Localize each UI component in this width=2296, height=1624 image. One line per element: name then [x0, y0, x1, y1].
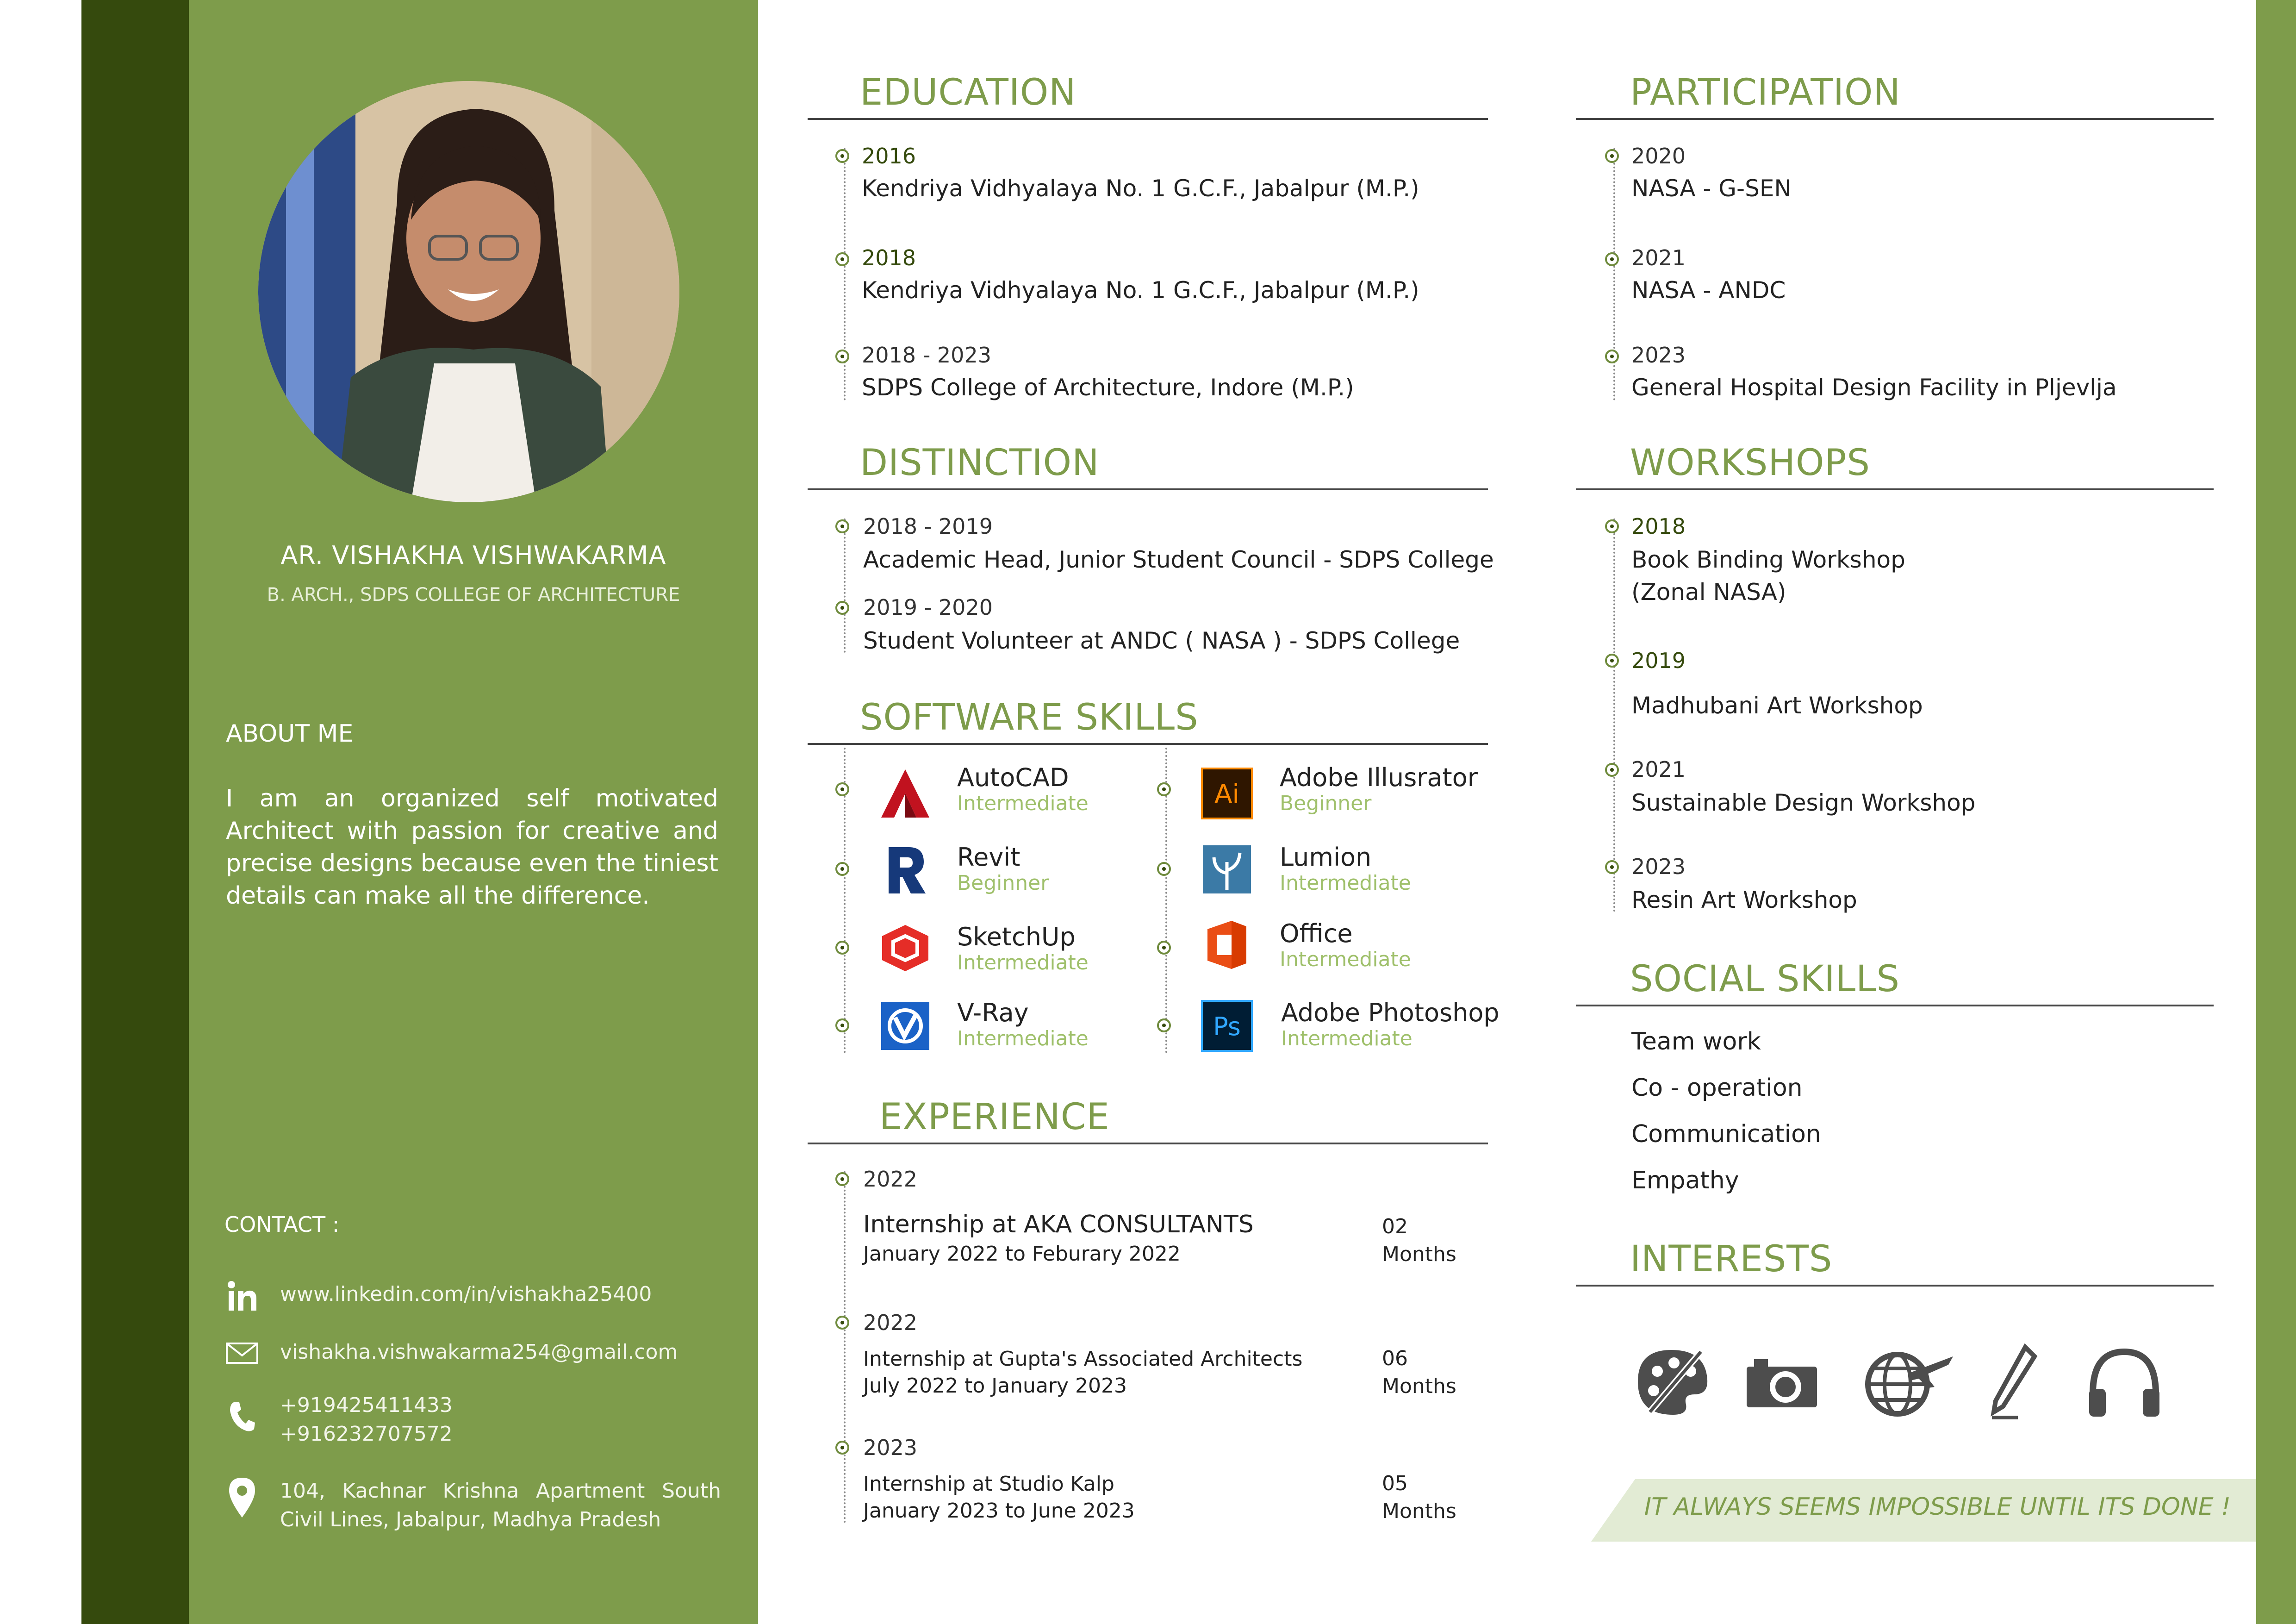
timeline-dot [835, 782, 849, 796]
office-icon [1201, 919, 1253, 971]
education-school: SDPS College of Architecture, Indore (M.P.) [862, 374, 1354, 401]
experience-dates: January 2023 to June 2023 [863, 1499, 1135, 1523]
timeline-dot [835, 1172, 849, 1186]
timeline-dot [1157, 1018, 1171, 1032]
location-pin-icon [226, 1477, 258, 1526]
contact-phone[interactable] [226, 1391, 721, 1451]
software-name: Office [1280, 919, 1353, 948]
participation-title: PARTICIPATION [1630, 72, 1901, 113]
phone-number-1[interactable]: +919425411433 [280, 1393, 453, 1417]
vray-icon [879, 1000, 931, 1052]
software-level: Intermediate [957, 951, 1089, 974]
contact-email[interactable] [226, 1338, 721, 1368]
timeline-dot [1157, 941, 1171, 955]
workshop-text: Madhubani Art Workshop [1631, 692, 1923, 719]
experience-year: 2022 [863, 1310, 918, 1335]
software-level: Intermediate [1280, 871, 1411, 895]
timeline-dot [835, 149, 849, 163]
sidebar-dark-strip [81, 0, 189, 1624]
profile-degree: B. ARCH., SDPS COLLEGE OF ARCHITECTURE [267, 584, 680, 606]
timeline-dot [835, 862, 849, 876]
participation-text: NASA - ANDC [1631, 277, 1786, 304]
timeline-dot [835, 601, 849, 615]
svg-text:Ai: Ai [1214, 779, 1239, 809]
software-level: Intermediate [1281, 1027, 1412, 1050]
social-skill: Team work [1631, 1028, 1761, 1056]
headphones-icon [2083, 1343, 2166, 1421]
experience-position: Internship at AKA CONSULTANTS [863, 1211, 1254, 1238]
quote-text: IT ALWAYS SEEMS IMPOSSIBLE UNTIL ITS DONE ! [1644, 1493, 2231, 1521]
education-school: Kendriya Vidhyalaya No. 1 G.C.F., Jabalpur (M.P.) [862, 175, 1419, 202]
workshop-year: 2019 [1631, 648, 1686, 673]
right-edge-strip [2256, 0, 2296, 1624]
experience-dates: July 2022 to January 2023 [863, 1374, 1127, 1398]
software-name: SketchUp [957, 922, 1076, 951]
software-level: Beginner [1280, 792, 1372, 815]
education-year: 2018 [862, 245, 916, 270]
workshop-year: 2023 [1631, 854, 1686, 879]
workshop-text: Resin Art Workshop [1631, 887, 1857, 913]
workshops-timeline [1613, 518, 1615, 912]
photoshop-icon [1201, 1000, 1253, 1052]
experience-duration: 05 Months [1382, 1472, 1456, 1523]
camera-icon [1740, 1343, 1823, 1421]
about-text: I am an organized self motivated Architect with passion for creative and precise designs because even the tiniest details can make all the difference. [226, 785, 718, 910]
distinction-text: Student Volunteer at ANDC ( NASA ) - SDPS College [863, 627, 1460, 654]
svg-text:Ps: Ps [1213, 1012, 1241, 1041]
timeline-dot [1605, 252, 1619, 266]
distinction-year: 2019 - 2020 [863, 595, 993, 620]
experience-dates: January 2022 to Feburary 2022 [863, 1242, 1181, 1266]
workshop-year: 2021 [1631, 757, 1686, 782]
software-level: Intermediate [957, 792, 1089, 815]
travel-globe-icon [1856, 1343, 1939, 1421]
interests-title: INTERESTS [1630, 1238, 1833, 1280]
participation-text: NASA - G-SEN [1631, 175, 1792, 202]
timeline-dot [1157, 782, 1171, 796]
timeline-dot [835, 350, 849, 363]
linkedin-link[interactable]: www.linkedin.com/in/vishakha25400 [280, 1282, 652, 1306]
timeline-dot [1605, 519, 1619, 533]
workshops-divider [1576, 488, 2214, 490]
software-skills-title: SOFTWARE SKILLS [860, 697, 1199, 738]
profile-photo-image [258, 81, 679, 502]
software-name: V-Ray [957, 998, 1029, 1027]
timeline-dot [1605, 654, 1619, 668]
software-name: AutoCAD [957, 763, 1069, 792]
education-school: Kendriya Vidhyalaya No. 1 G.C.F., Jabalpur (M.P.) [862, 277, 1419, 304]
interests-divider [1576, 1285, 2214, 1287]
social-skill: Communication [1631, 1120, 1821, 1148]
workshop-text: Book Binding Workshop [1631, 546, 1905, 573]
linkedin-icon [226, 1280, 258, 1320]
social-skill: Empathy [1631, 1167, 1739, 1194]
distinction-title: DISTINCTION [860, 442, 1100, 484]
software-divider [808, 743, 1488, 745]
experience-divider [808, 1143, 1488, 1144]
timeline-dot [835, 941, 849, 955]
timeline-dot [835, 519, 849, 533]
experience-year: 2023 [863, 1435, 918, 1460]
envelope-icon [226, 1343, 258, 1372]
profile-name: AR. VISHAKHA VISHWAKARMA [280, 541, 666, 570]
sketchup-icon [879, 922, 931, 974]
lumion-icon [1201, 843, 1253, 895]
experience-position: Internship at Gupta's Associated Architects [863, 1347, 1303, 1371]
timeline-dot [835, 1018, 849, 1032]
experience-position: Internship at Studio Kalp [863, 1472, 1114, 1496]
software-level: Intermediate [1280, 948, 1411, 971]
software-name: Adobe Illusrator [1280, 763, 1478, 792]
timeline-dot [1605, 763, 1619, 777]
contact-title: CONTACT : [224, 1212, 340, 1237]
phone-number-2[interactable]: +916232707572 [280, 1422, 453, 1446]
participation-text: General Hospital Design Facility in Pljevlja [1631, 374, 2117, 401]
autocad-icon [879, 768, 931, 819]
workshop-year: 2018 [1631, 514, 1686, 539]
timeline-dot [1605, 350, 1619, 363]
revit-icon [879, 843, 931, 895]
education-year: 2018 - 2023 [862, 343, 991, 368]
contact-address [226, 1477, 721, 1537]
timeline-dot [1605, 149, 1619, 163]
experience-duration: 06 Months [1382, 1347, 1456, 1398]
software-level: Beginner [957, 871, 1049, 895]
software-level: Intermediate [957, 1027, 1089, 1050]
education-title: EDUCATION [860, 72, 1076, 113]
experience-year: 2022 [863, 1167, 918, 1192]
about-title: ABOUT ME [226, 720, 354, 748]
address-text: 104, Kachnar Krishna Apartment South Civil Lines, Jabalpur, Madhya Pradesh [280, 1479, 721, 1531]
distinction-divider [808, 488, 1488, 490]
participation-year: 2020 [1631, 144, 1686, 169]
participation-year: 2023 [1631, 343, 1686, 368]
profile-photo [258, 81, 679, 502]
phone-icon [226, 1400, 258, 1441]
experience-title: EXPERIENCE [879, 1096, 1110, 1138]
social-skill: Co - operation [1631, 1074, 1803, 1102]
pen-icon [1985, 1343, 2069, 1421]
participation-year: 2021 [1631, 245, 1686, 270]
illustrator-icon [1201, 768, 1253, 819]
software-name: Revit [957, 843, 1020, 872]
timeline-dot [1157, 862, 1171, 876]
software-name: Adobe Photoshop [1281, 998, 1500, 1027]
timeline-dot [835, 252, 849, 266]
participation-divider [1576, 118, 2214, 120]
software-name: Lumion [1280, 843, 1372, 872]
education-year: 2016 [862, 144, 916, 169]
workshops-title: WORKSHOPS [1630, 442, 1870, 484]
experience-timeline [844, 1171, 846, 1523]
workshop-text-sub: (Zonal NASA) [1631, 579, 1786, 606]
education-divider [808, 118, 1488, 120]
distinction-year: 2018 - 2019 [863, 514, 993, 539]
distinction-text: Academic Head, Junior Student Council - SDPS College [863, 546, 1494, 573]
email-link[interactable]: vishakha.vishwakarma254@gmail.com [280, 1340, 678, 1364]
timeline-dot [835, 1441, 849, 1455]
palette-icon [1631, 1343, 1715, 1421]
distinction-timeline [844, 518, 846, 653]
workshop-text: Sustainable Design Workshop [1631, 789, 1976, 816]
social-divider [1576, 1005, 2214, 1006]
timeline-dot [1605, 860, 1619, 874]
social-skills-title: SOCIAL SKILLS [1630, 958, 1900, 1000]
contact-linkedin[interactable] [226, 1280, 721, 1312]
experience-duration: 02 Months [1382, 1215, 1456, 1266]
timeline-dot [835, 1316, 849, 1330]
